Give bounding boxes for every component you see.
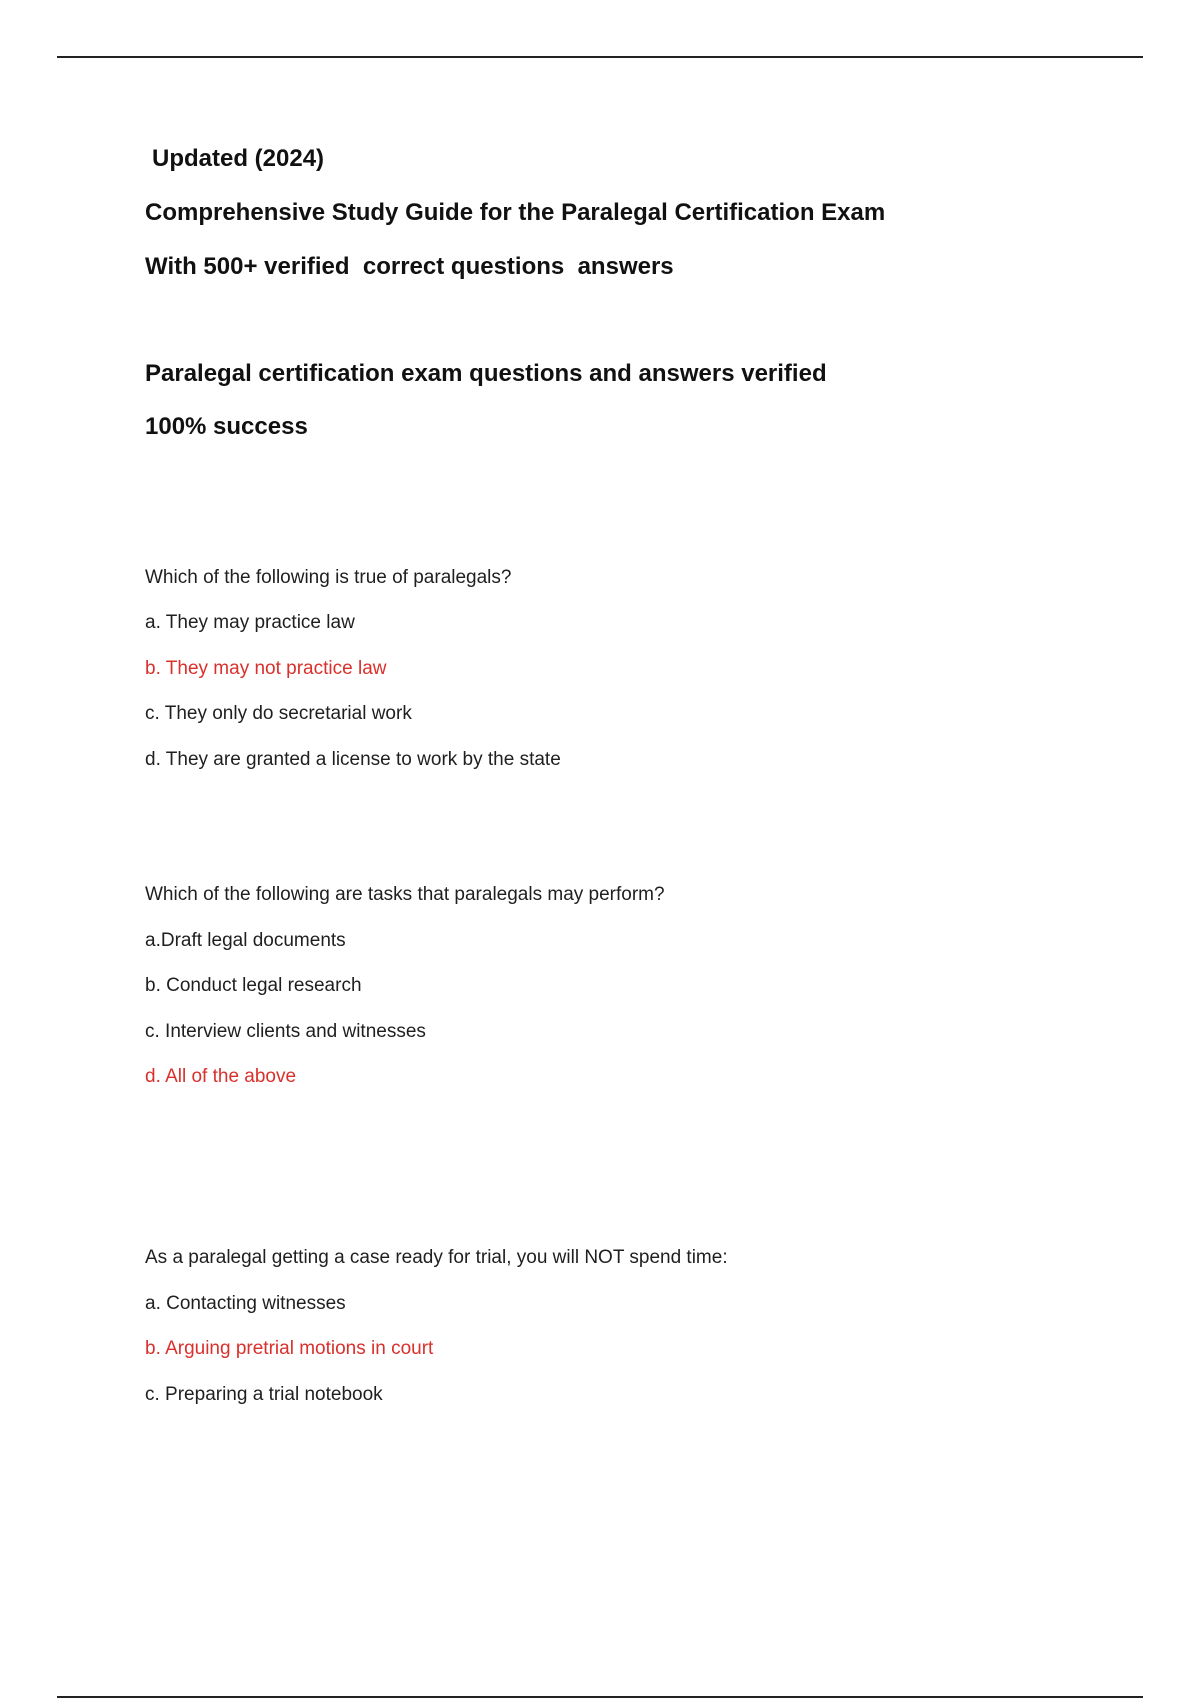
guide-title: Comprehensive Study Guide for the Paralegal Certification Exam [145,199,886,226]
success-label: 100% success [145,413,308,440]
answer-option: d. They are granted a license to work by the state [145,749,561,770]
answer-option: c. They only do secretarial work [145,703,412,724]
bottom-rule [57,1696,1143,1698]
answer-option: a. Contacting witnesses [145,1293,346,1314]
question-prompt: As a paralegal getting a case ready for trial, you will NOT spend time: [145,1247,728,1268]
answer-option: b. Conduct legal research [145,975,362,996]
top-rule [57,56,1143,58]
guide-subtitle: With 500+ verified correct questions answers [145,253,674,280]
question-prompt: Which of the following is true of paralegals? [145,567,512,588]
answer-option: c. Interview clients and witnesses [145,1021,426,1042]
exam-heading: Paralegal certification exam questions and answers verified [145,360,827,387]
answer-option-correct: b. Arguing pretrial motions in court [145,1338,434,1359]
answer-option-correct: d. All of the above [145,1066,297,1087]
answer-option: c. Preparing a trial notebook [145,1384,383,1405]
answer-option: a. They may practice law [145,612,355,633]
question-prompt: Which of the following are tasks that paralegals may perform? [145,884,665,905]
answer-option: a.Draft legal documents [145,930,346,951]
updated-label: Updated (2024) [152,145,325,172]
answer-option-correct: b. They may not practice law [145,658,387,679]
